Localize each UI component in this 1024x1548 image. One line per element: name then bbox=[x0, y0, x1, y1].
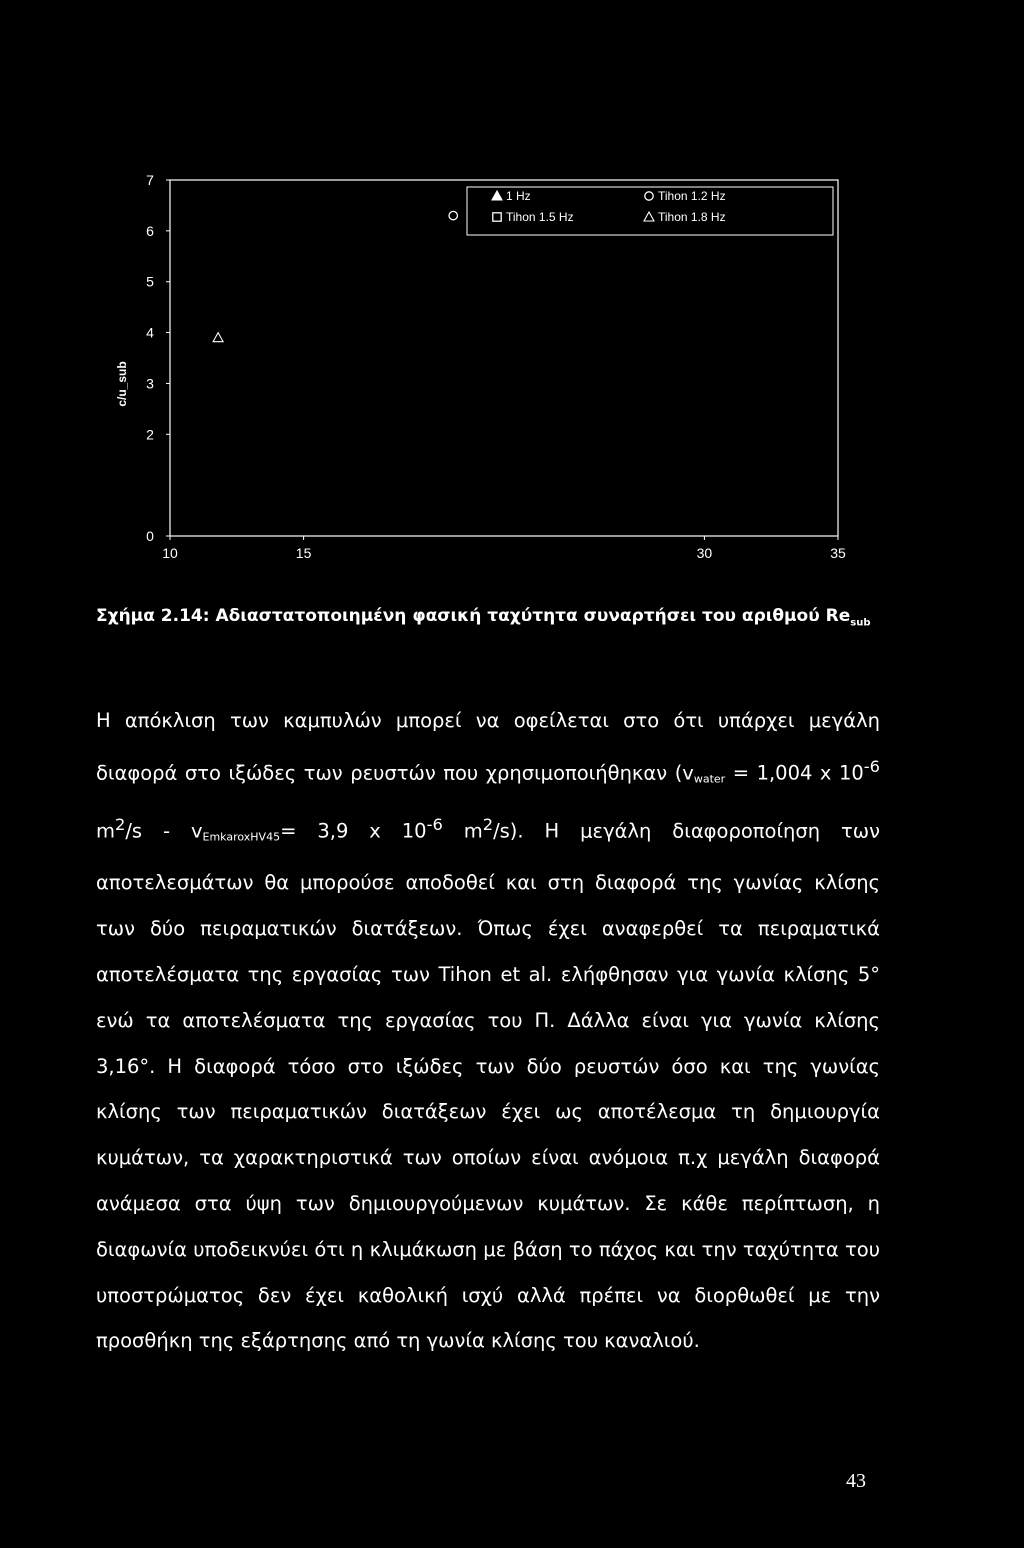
legend-label: Tihon 1.5 Hz bbox=[506, 210, 574, 224]
data-points bbox=[213, 211, 457, 341]
legend-label: Tihon 1.8 Hz bbox=[658, 210, 726, 224]
y-tick-label: 3 bbox=[146, 375, 154, 392]
x-tick-label: 15 bbox=[295, 545, 312, 561]
x-tick-label: 35 bbox=[830, 545, 846, 561]
body-paragraph bbox=[96, 698, 880, 1364]
legend bbox=[467, 187, 833, 235]
x-tick-label: 10 bbox=[162, 545, 178, 561]
y-tick-label: 0 bbox=[146, 528, 154, 544]
x-tick-label: 30 bbox=[696, 545, 713, 561]
data-point bbox=[213, 333, 223, 342]
page-number: 43 bbox=[846, 1470, 866, 1492]
y-tick-label: 2 bbox=[146, 426, 154, 443]
y-tick-label: 5 bbox=[146, 273, 154, 290]
figure-caption bbox=[96, 606, 956, 628]
chart bbox=[0, 0, 1024, 600]
y-tick-labels bbox=[146, 172, 154, 544]
caption-subscript: sub bbox=[850, 617, 871, 629]
y-tick-label: 7 bbox=[146, 172, 154, 188]
figure-caption-text: Αδιαστατοποιημένη φασική ταχύτητα συναρτήσει του αριθμού Re bbox=[215, 606, 851, 626]
figure-label: Σχήμα 2.14: bbox=[96, 606, 210, 626]
paragraph-text: Η απόκλιση των καμπυλών μπορεί να οφείλεται στο ότι υπάρχει μεγάλη διαφορά στο ιξώδες των ρευστών που χρησιμοποιήθηκαν (vwater = 1,004 x $10^{-6}$ $m^2/s$ - vEmkaroxHV45= 3,9 x $10^{-6}$ $m^2/s$). Η μεγάλη διαφοροποίηση των αποτελεσμάτων θα μπορούσε αποδοθεί και στη διαφορά της γωνίας κλίσης των δύο πειραματικών διατάξεων. Όπως έχει αναφερθεί τα πειραματικά αποτελέσματα της εργασίας των Tihon et al. ελήφθησαν για γωνία κλίσης 5° ενώ τα αποτελέσματα της εργασίας του Π. Δάλλα είναι για γωνία κλίσης 3,16°. Η διαφορά τόσο στο ιξώδες των δύο ρευστών όσο και της γωνίας κλίσης των πειραματικών διατάξεων έχει ως αποτέλεσμα τη δημιουργία κυμάτων, τα χαρακτηριστικά των οποίων είναι ανόμοια π.χ μεγάλη διαφορά ανάμεσα στα ύψη των δημιουργούμενων κυμάτων. Σε κάθε περίπτωση, η διαφωνία υποδεικνύει ότι η κλιμάκωση με βάση το πάχος και την ταχύτητα του υποστρώματος δεν έχει καθολική ισχύ αλλά πρέπει να διορθωθεί με την προσθήκη της εξάρτησης από τη γωνία κλίσης του καναλιού. bbox=[96, 709, 881, 1353]
legend-label: Tihon 1.2 Hz bbox=[658, 189, 726, 203]
data-point bbox=[449, 211, 457, 219]
legend-label: 1 Hz bbox=[506, 189, 531, 203]
x-tick-labels bbox=[162, 545, 846, 561]
y-tick-label: 4 bbox=[146, 324, 154, 341]
y-tick-label: 6 bbox=[146, 222, 154, 239]
y-axis-label: c/u_sub bbox=[115, 361, 129, 407]
